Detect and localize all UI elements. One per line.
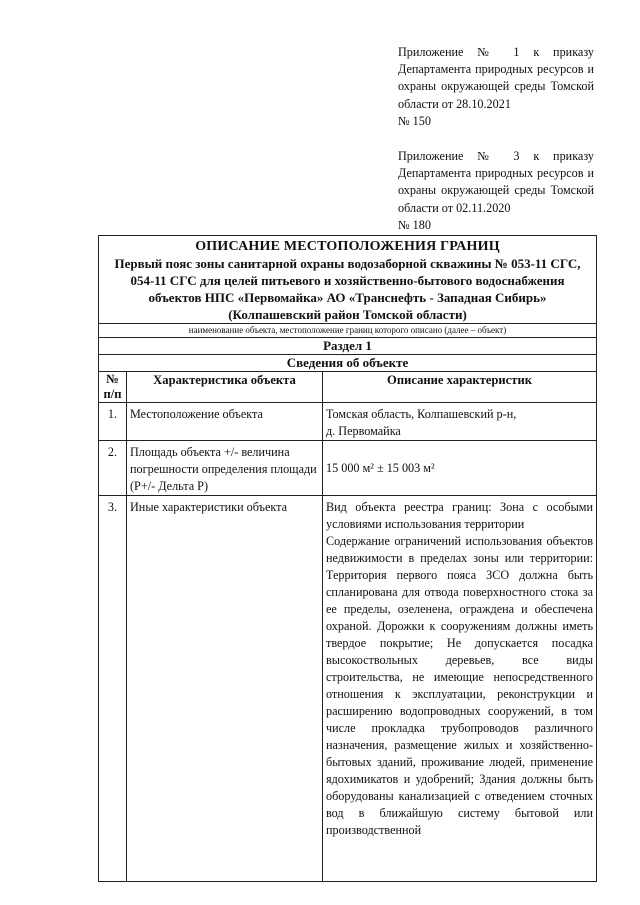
row-characteristic: Иные характеристики объекта	[127, 496, 323, 882]
table-row	[99, 441, 597, 496]
table-row	[99, 403, 597, 441]
header-row	[99, 372, 597, 403]
row-number: 2.	[99, 441, 127, 496]
row-number: 3.	[99, 496, 127, 882]
appendix-1-block	[398, 44, 594, 130]
object-name-caption: наименование объекта, местоположение границ которого описано (далее – объект)	[99, 324, 597, 338]
header-description: Описание характеристик	[323, 372, 597, 403]
appendix-3-block	[398, 148, 594, 234]
row-description	[323, 403, 597, 441]
header-characteristic: Характеристика объекта	[127, 372, 323, 403]
note-row	[99, 324, 597, 338]
section-row	[99, 338, 597, 355]
restrictions-text: Содержание ограничений использования объектов недвижимости в пределах зоны или территории: Территория первого пояса ЗСО должна быть спланирована для отвода поверхностного стока за ее пределы, озеленена, ограждена и обеспечена охраной. Дорожки к сооружениям должны иметь твердое покрытие; Не допускается посадка высокоствольных деревьев, все виды строительства, не имеющие непосредственного отношения к эксплуатации, реконструкции и расширению водопроводных сооружений, в том числе прокладка трубопроводов различного назначения, размещение жилых и хозяйственно-бытовых зданий, проживание людей, применение ядохимикатов и удобрений; Здания должны быть оборудованы канализацией с отведением сточных вод в ближайшую систему бытовой или производственной	[326, 534, 594, 837]
appendix-1-text: Приложение № 1 к приказу Департамента природных ресурсов и охраны окружающей среды Томской области от 28.10.2021	[398, 45, 594, 111]
location-line-2: д. Первомайка	[326, 424, 401, 438]
appendix-3-text: Приложение № 3 к приказу Департамента природных ресурсов и охраны окружающей среды Томской области от 02.11.2020	[398, 149, 594, 215]
appendix-3-number: № 180	[398, 217, 431, 232]
row-number: 1.	[99, 403, 127, 441]
object-type-text: Вид объекта реестра границ: Зона с особыми условиями использования территории	[326, 500, 594, 531]
row-description	[323, 496, 597, 882]
table-row	[99, 496, 597, 882]
title-row	[99, 236, 597, 324]
section-title-row	[99, 355, 597, 372]
location-line-1: Томская область, Колпашевский р-н,	[326, 407, 517, 421]
boundary-description-table	[98, 235, 597, 882]
section-label: Раздел 1	[99, 338, 597, 355]
row-characteristic: Площадь объекта +/- величина погрешности определения площади (P+/- Дельта P)	[127, 441, 323, 496]
section-title: Сведения об объекте	[99, 355, 597, 372]
document-title: ОПИСАНИЕ МЕСТОПОЛОЖЕНИЯ ГРАНИЦ	[195, 239, 500, 254]
row-description: 15 000 м² ± 15 003 м²	[323, 441, 597, 496]
title-cell	[99, 236, 597, 324]
header-num: № п/п	[99, 372, 127, 403]
appendix-1-number: № 150	[398, 113, 431, 128]
object-name: Первый пояс зоны санитарной охраны водозаборной скважины № 053-11 СГС, 054-11 СГС для целей питьевого и хозяйственно-бытового водоснабжения объектов НПС «Первомайка» АО «Транснефть - Западная Сибирь» (Колпашевский район Томской области)	[114, 256, 581, 322]
row-characteristic: Местоположение объекта	[127, 403, 323, 441]
